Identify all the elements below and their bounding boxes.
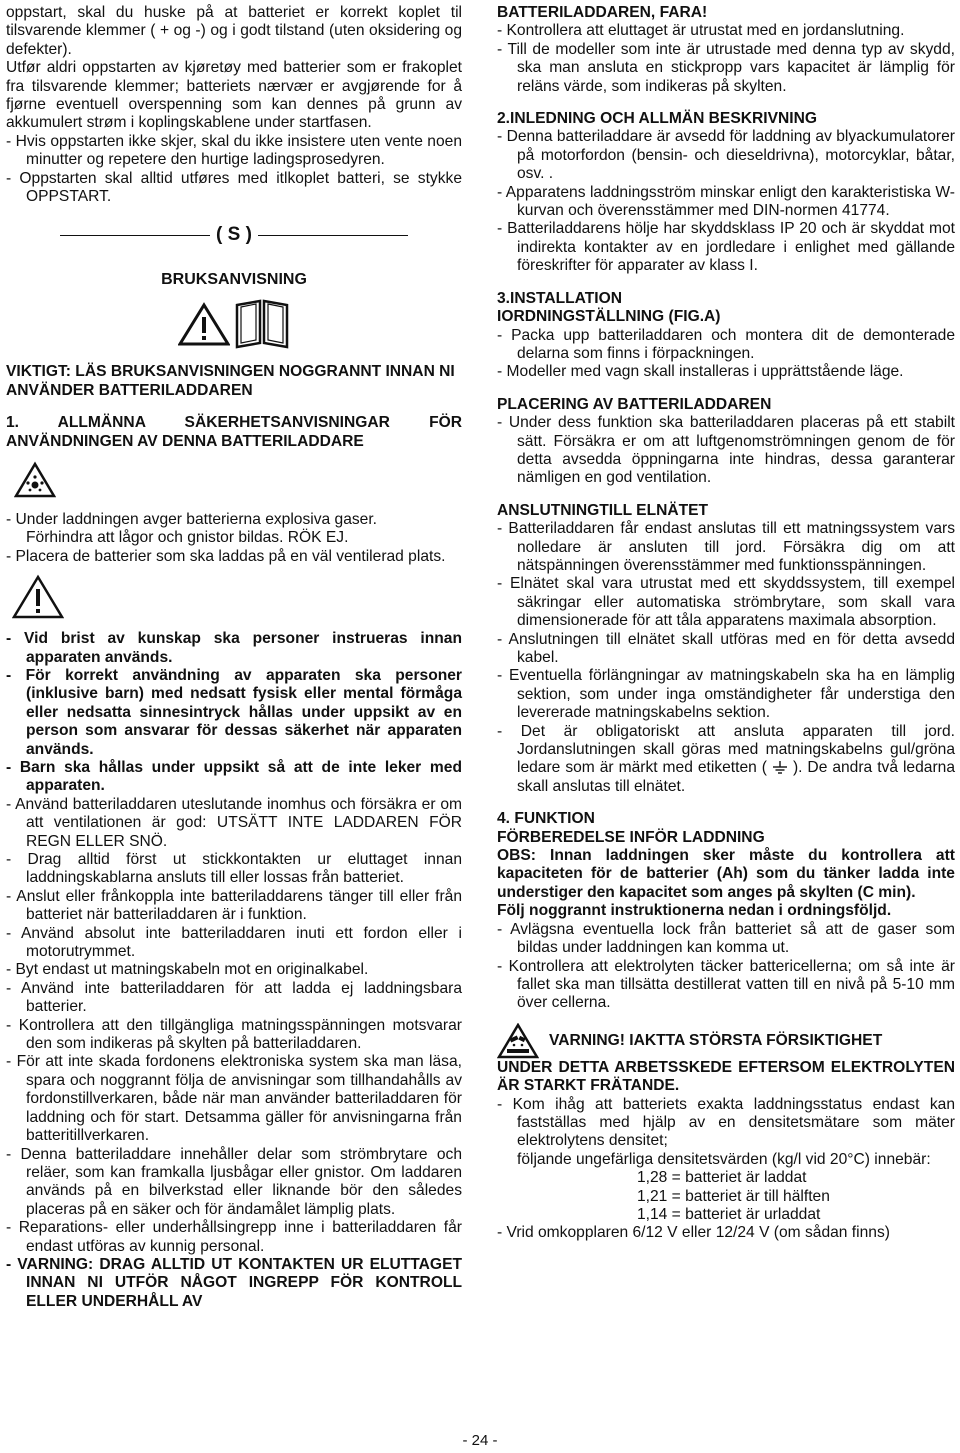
list-item: - Under dess funktion ska batteriladdaren placeras på ett stabilt sätt. Försäkra er om att luftgenomströmningen genom de för detta avsedda öppningarna inte hindras, dessa garanterar nämligen en god ventilation.: [497, 414, 955, 487]
list-item: - Oppstarten skal alltid utføres med itlkoplet batteri, se stykke OPPSTART.: [6, 169, 462, 206]
obs-notice: OBS: Innan laddningen sker måste du kontrollera att kapaciteten för de batterier (Ah) som du tänker ladda inte understiger den kapacitet som anges på skylten (C min).: [497, 847, 955, 901]
list-item: - Avlägsna eventuella lock från batteriet så att de gaser som bildas under laddningen kan komma ut.: [497, 920, 955, 957]
list-item: - Barn ska hållas under uppsikt så att de inte leker med apparaten.: [6, 758, 462, 795]
list-item: [497, 723, 955, 797]
list-item: - Använd inte batteriladdaren för att ladda ej laddningsbara batterier.: [6, 979, 462, 1016]
instruction-note: Följ noggrannt instruktionerna nedan i ordningsföljd.: [497, 902, 892, 920]
list-item: - Använd absolut inte batteriladdaren inuti ett fordon eller i motorutrymmet.: [6, 924, 462, 961]
warning-text: UNDER DETTA ARBETSSKEDE EFTERSOM ELEKTROLYTEN ÄR STARKT FRÄTANDE.: [497, 1058, 955, 1095]
list-item: - Kom ihåg att batteriets exakta laddningsstatus endast kan fastställas med hjälp av en densitetsmätare som mäter elektrolytens densitet;: [497, 1095, 955, 1150]
density-value: 1,28 = batteriet är laddat: [637, 1169, 807, 1187]
language-label: ( S ): [216, 224, 252, 246]
warning-triangle-icon: [12, 574, 64, 620]
warning-title: VARNING! IAKTTA STÖRSTA FÖRSIKTIGHET: [549, 1031, 883, 1049]
list-item: - Kontrollera att eluttaget är utrustat med en jordanslutning.: [497, 22, 905, 40]
warning-row: [497, 1023, 955, 1059]
warning-icon-row: [6, 299, 462, 349]
list-item: - Reparations- eller underhållsingrepp inne i batteriladdaren får endast utföras av kunnig personal.: [6, 1219, 462, 1255]
corrosive-hazard-icon: [497, 1023, 539, 1059]
list-item: - Elnätet skal vara utrustat med ett skyddssystem, till exempel säkringar eller automatiska strömbrytare, som skall vara dimensionerade för att tåla apparatens maximala absorption.: [497, 575, 955, 630]
list-item: - Batteriladdaren får endast anslutas till ett matningssystem vars nolledare är ansluten till jord. Försäkra dig om att nätspänningen överensstämmer med funktionsspänningen.: [497, 520, 955, 574]
density-value: 1,14 = batteriet är urladdat: [637, 1205, 821, 1223]
sub-heading: FÖRBEREDELSE INFÖR LADDNING: [497, 828, 765, 846]
explosion-hazard-icon: [14, 461, 56, 499]
list-item: - Använd batteriladdaren uteslutande inomhus och försäkra er om att ventilationen är god: UTSÄTT INTE LADDAREN FÖR REGN ELLER SNÖ.: [6, 795, 462, 850]
page-number: - 24 -: [462, 1432, 498, 1449]
list-item: - Under laddningen avger batterierna explosiva gaser.: [6, 510, 378, 528]
list-item-cont: Förhindra att lågor och gnistor bildas. RÖK EJ.: [26, 529, 349, 547]
list-item-text: - Det är obligatoriskt att ansluta apparaten till jord. Jordanslutningen skall göras med matningskabelns gul/gröna ledare som är märkt med etiketten (: [497, 722, 955, 777]
list-item: - Batteriladdarens hölje har skyddsklass IP 20 och är skyddat mot indirekta kontakter av en jordledare i enlighet med gällande föreskrifter för apparater av klass I.: [497, 220, 955, 275]
sub-heading: PLACERING AV BATTERILADDAREN: [497, 395, 772, 413]
explosion-icon-wrap: [14, 461, 462, 499]
divider: [258, 235, 408, 236]
paragraph: Utfør aldri oppstarten av kjøretøy med batterier som er frakoplet fra tilsvarende klemmer; batteriets nærvær er avgjørende for å fjørne eventuell overspenning som kan dennes på grunn av akkumulert strøm i koplingskablene under startfasen.: [6, 59, 462, 132]
paragraph: oppstart, skal du huske på at batteriet er korrekt koplet til tilsvarende klemmer ( + og -) og i godt tilstand (uten oksidering og defekter).: [6, 4, 462, 58]
list-item: - VARNING: DRAG ALLTID UT KONTAKTEN UR ELUTTAGET INNAN NI UTFÖR NÅGOT INGREPP FÖR KONTROLL ELLER UNDERHÅLL AV: [6, 1255, 462, 1310]
list-item: - Vid brist av kunskap ska personer instrueras innan apparaten används.: [6, 630, 462, 666]
section-heading: 2.INLEDNING OCH ALLMÄN BESKRIVNING: [497, 110, 817, 128]
list-item: - Till de modeller som inte är utrustade med denna typ av skydd, ska man ansluta en stickpropp vars kapacitet är lämplig för reläns värde, som indikeras på skylten.: [497, 40, 955, 95]
list-item: - Anslutningen till elnätet skall utföras med en för detta avsedd kabel.: [497, 630, 955, 666]
paragraph: BATTERILADDAREN, FARA!: [497, 4, 708, 21]
list-item: - Eventuella förlängningar av matningskabeln ska ha en lämplig sektion, som under inga omständigheter får understiga den levererade matningskabelns sektion.: [497, 667, 955, 722]
sub-heading: ANSLUTNINGTILL ELNÄTET: [497, 501, 709, 519]
list-item: - Apparatens laddningsström minskar enligt den karakteristiska W-kurvan och överensstämmer med DIN-normen 41774.: [497, 183, 955, 220]
list-item: - Anslut eller frånkoppla inte batteriladdarens tänger till eller från batteriet när batteriladdaren är i funktion.: [6, 887, 462, 924]
left-column: [6, 4, 462, 1311]
list-item: - Hvis oppstarten ikke skjer, skal du ikke insistere uten vente noen minutter og repetere den hurtige ladingsprosedyren.: [6, 132, 462, 169]
language-section-header: [6, 226, 462, 244]
book-manual-icon: [234, 299, 290, 349]
section-heading: 4. FUNKTION: [497, 810, 595, 828]
list-item: - Packa upp batteriladdaren och montera dit de demonterade delarna som finns i förpackningen.: [497, 326, 955, 362]
density-value: 1,21 = batteriet är till hälften: [637, 1187, 830, 1205]
list-item: - Kontrollera att elektrolyten täcker battericellerna; om så inte är fallet ska man tillsätta destillerat vatten till en nivå på 5-10 mm över cellerna.: [497, 957, 955, 1012]
warning-icon-wrap: [12, 574, 462, 620]
list-item: - Kontrollera att den tillgängliga matningsspänningen motsvarar den som indikeras på skylten på batteriladdaren.: [6, 1016, 462, 1053]
list-item: - För att inte skada fordonens elektroniska system ska man läsa, spara och noggrannt följa de anvisningar som tillhandahålls av fordonstillverkaren, både när man använder batteriladdaren för laddning och för start. Detsamma gäller för anvisningarna från batteritillverkaren.: [6, 1053, 462, 1145]
sub-heading: IORDNINGSTÄLLNING (FIG.A): [497, 308, 721, 326]
warning-triangle-icon: [178, 302, 230, 346]
list-item: - För korrekt användning av apparaten ska personer (inklusive barn) med nedsatt fysisk eller mental förmåga eller nedsatta sinnesintryck hållas under uppsikt av en person som ansvarar för dessas säkerhet när apparaten används.: [6, 666, 462, 758]
section-heading: 3.INSTALLATION: [497, 289, 623, 307]
important-notice: VIKTIGT: LÄS BRUKSANVISNINGEN NOGGRANNT INNAN NI ANVÄNDER BATTERILADDAREN: [6, 363, 455, 399]
list-item: - Byt endast ut matningskabeln mot en originalkabel.: [6, 961, 369, 979]
section-heading: 1. ALLMÄNNA SÄKERHETSANVISNINGAR FÖR ANVÄNDNINGEN AV DENNA BATTERILADDARE: [6, 414, 462, 450]
right-column: [497, 4, 955, 1243]
ground-symbol-icon: [772, 761, 788, 775]
list-item: - Denna batteriladdare innehåller delar som strömbrytare och reläer, som kan framkalla ljusbågar eller gnistor. Om laddaren används på en bilverkstad eller liknande bör den således placeras på en säker och för ändamålet lämplig plats.: [6, 1145, 462, 1218]
list-item: - Vrid omkopplaren 6/12 V eller 12/24 V (om sådan finns): [497, 1224, 890, 1242]
list-item: - Modeller med vagn skall installeras i upprättstående läge.: [497, 363, 904, 381]
list-item: - Denna batteriladdare är avsedd för laddning av blyackumulatorer på motorfordon (bensin- och dieseldrivna), motorcyklar, båtar, osv. .: [497, 128, 955, 183]
manual-title: BRUKSANVISNING: [161, 270, 307, 288]
list-item: - Placera de batterier som ska laddas på en väl ventilerad plats.: [6, 547, 446, 565]
divider: [60, 235, 210, 236]
list-item: - Drag alltid först ut stickkontakten ur eluttaget innan laddningskablarna ansluts till eller lossas från batteriet.: [6, 851, 462, 887]
list-item-text: ). De andra två ledarna skall anslutas till elnätet.: [517, 759, 955, 795]
list-item-cont: följande ungefärliga densitetsvärden (kg/l vid 20°C) innebär:: [517, 1150, 931, 1168]
